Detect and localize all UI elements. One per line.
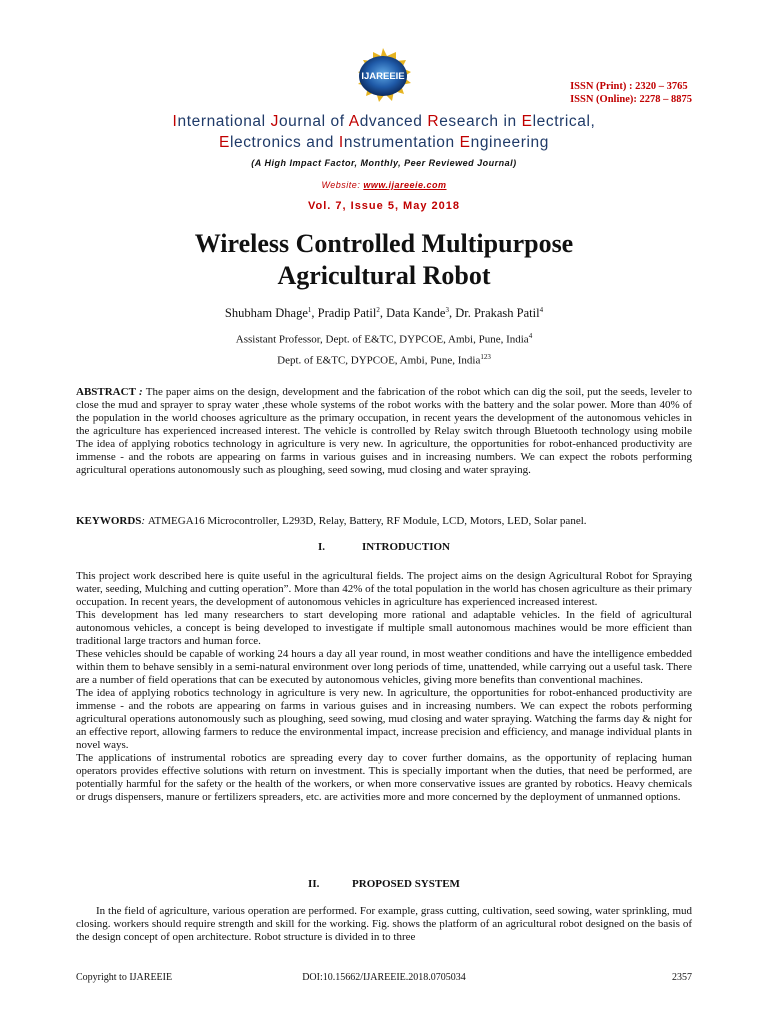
paragraph: These vehicles should be capable of working 24 hours a day all year round, in most weather conditions and have the intelligence embedded within them to behave sensibly in a semi-natural environment over long periods of time, unattended, while carrying out a useful task. There are a number of field operations that can be executed by autonomous vehicles, giving more benefits than conventional machines. [76,648,692,686]
abstract-text: The paper aims on the design, development and the fabrication of the robot which can dig the soil, put the seeds, leveler to close the mud and sprayer to spray water ,these whole systems of the robot works with the battery and the solar power. More than 40% of the population in the world chooses agriculture as the primary occupation, in recent years the development of the autonomous vehicles in the agriculture has experienced increased interest. The vehicle is controlled by Relay switch through Bluetooth technology using mobile The idea of applying robotics technology in agriculture is very new. In agriculture, the opportunities for robot-enhanced productivity are immense - and the robots are appearing on farms in various guises and in increasing numbers. We can expect the robots performing agricultural operations autonomously such as ploughing, seed sowing, mud closing and water spraying. [76,386,692,476]
paper-title [0,228,768,292]
affiliation-text: Dept. of E&TC, DYPCOE, Ambi, Pune, India [277,354,481,367]
section-heading-proposed-system [76,878,692,890]
affiliation-sup: 4 [528,332,533,340]
journal-tagline: (A High Impact Factor, Monthly, Peer Reviewed Journal) [251,158,517,168]
jt-word: esearch in [439,113,522,130]
website-line [0,180,768,190]
paragraph: In the field of agriculture, various operation are performed. For example, grass cutting, cultivation, seed sowing, water sprinkling, mud closing. workers should require strength and skill for the working. Fig. shows the platform of an agricultural robot designed on the basis of the design concept of open architecture. Robot structure is divided in to three [76,905,692,943]
jt-word: ournal of [278,113,349,130]
issn-print: ISSN (Print) : 2320 – 3765 [570,81,688,92]
author-name: Data Kande [386,306,446,321]
author-sup: 3 [445,306,449,314]
keywords-sep: : [141,515,148,527]
affiliation-text: Assistant Professor, Dept. of E&TC, DYPCOE, Ambi, Pune, India [235,333,529,346]
keywords [76,515,692,528]
jt-cap: J [270,113,279,130]
jt-cap: E [521,113,533,130]
jt-cap: I [172,113,178,130]
paragraph: This development has led many researchers to start developing more rational and adaptable vehicles. In the field of agricultural autonomous vehicles, a concept is being developed to investigate if multiple small autonomous machines would be more efficient than traditional large tractors and human force. [76,609,692,647]
jt-cap: E [459,134,471,151]
jt-cap: I [338,134,344,151]
volume-issue: Vol. 7, Issue 5, May 2018 [308,200,460,212]
section-title: PROPOSED SYSTEM [352,878,460,890]
author-name: Dr. Prakash Patil [455,306,540,321]
section-title: INTRODUCTION [361,541,450,553]
website-label: Website: [321,180,364,190]
section-number: II. [308,878,320,890]
keywords-text: ATMEGA16 Microcontroller, L293D, Relay, Battery, RF Module, LCD, Motors, LED, Solar panel. [147,515,587,527]
section-number: I. [317,541,326,553]
section-heading-introduction [76,541,692,553]
paper-title-line1: Wireless Controlled Multipurpose [194,229,574,258]
paragraph: The idea of applying robotics technology in agriculture is very new. In agriculture, the opportunities for robot-enhanced productivity are immense - and the robots are appearing on farms in various guises and in increasing numbers. We can expect the robots performing agricultural operations autonomously such as ploughing, seed sowing, mud closing and water spraying. Watching the farms day & night for an effective report, allowing farmers to reduce the environmental impact, increase precision and efficiency, and manage individual plants in novel ways. [76,687,692,751]
footer-doi: DOI:10.15662/IJAREEIE.2018.0705034 [302,972,466,983]
journal-logo [341,46,425,108]
introduction-body [76,570,692,804]
abstract-label: ABSTRACT [76,386,136,398]
jt-cap: A [348,113,360,130]
issn-online: ISSN (Online): 2278 – 8875 [570,94,692,105]
jt-cap: E [218,134,230,151]
keywords-label: KEYWORDS [76,515,142,527]
jt-word: lectronics and [229,134,339,151]
paragraph: This project work described here is quite useful in the agricultural fields. The project aims on the design Agricultural Robot for Spraying water, seeding, Mulching and cutting operation”. More than 42% of the total population in the world has chosen agriculture as their primary occupation. In recent years, the development of autonomous vehicles in agriculture has experienced increased interest. [76,570,692,608]
jt-word: nternational [177,113,271,130]
abstract [76,386,692,477]
journal-title-line2 [0,134,768,152]
affiliation-1 [0,332,768,346]
footer-page-number: 2357 [672,972,692,983]
author-sup: 4 [539,306,544,314]
issn-block [570,80,692,106]
proposed-system-body [76,905,692,944]
jt-cap: R [427,113,440,130]
abstract-sep: : [135,386,146,398]
author-name: Shubham Dhage [224,306,308,321]
website-link[interactable]: www.ijareeie.com [363,180,447,190]
affiliation-sup: 123 [480,353,491,361]
jt-word: ngineering [470,134,550,151]
author-sup: 1 [307,306,312,314]
affiliation-2 [0,353,768,367]
jt-word: dvanced [359,113,428,130]
logo-text: IJAREEIE [361,71,405,82]
author-sup: 2 [376,306,380,314]
jt-word: lectrical, [532,113,596,130]
footer-copyright: Copyright to IJAREEIE [76,972,173,983]
jt-word: nstrumentation [343,134,460,151]
author-name: Pradip Patil [317,306,377,321]
journal-title-line1 [0,113,768,131]
paper-title-line2: Agricultural Robot [277,261,491,290]
author-list: Shubham Dhage$^1$, Pradip Patil$^2$, Data Kande$^3$, Dr. Prakash Patil$^4$ [224,306,544,321]
paragraph: The applications of instrumental robotics are spreading every day to cover further domains, as the opportunity of replacing human operators provides effective solutions with return on investment. This is specially important when the duties, that need be performed, are potentially harmful for the safety or the health of the workers, or when more conservative issues are granted by robotics. Heavy chemicals or drugs dispensers, manure or fertilizers spreaders, etc. are activities more and more concerned by the deployment of unmanned options. [76,752,692,803]
